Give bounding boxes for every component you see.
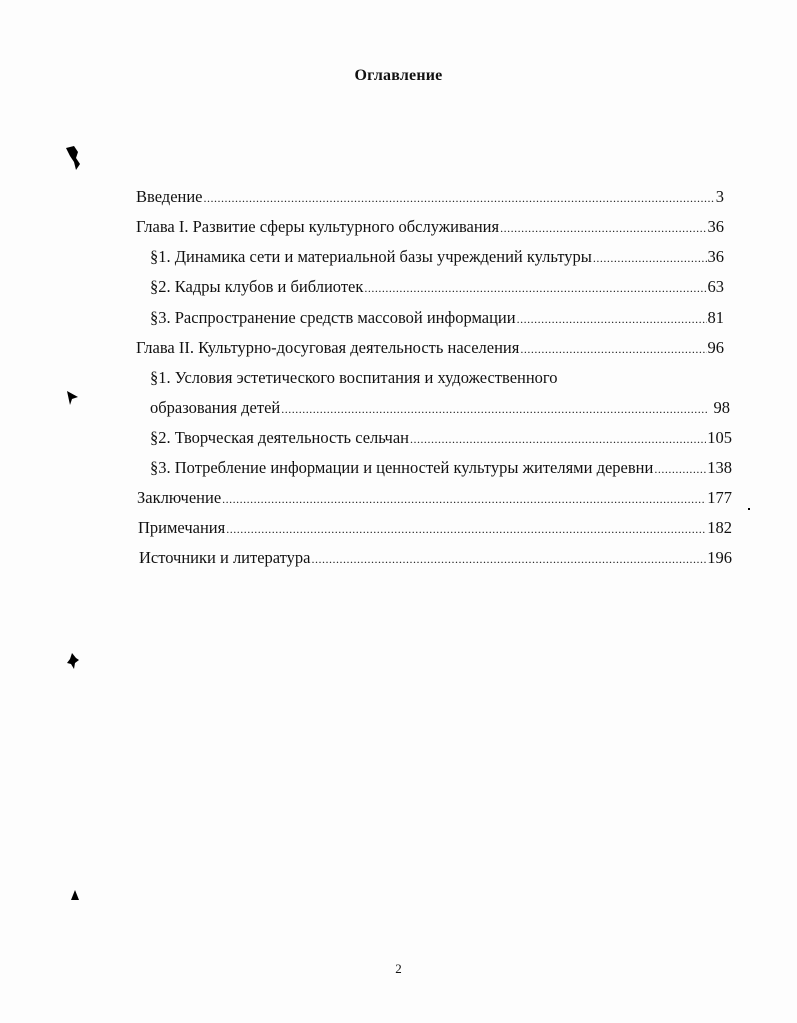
toc-entry-label: §1. Динамика сети и материальной базы учреждений культуры (150, 247, 592, 266)
toc-entry-page: 98 (709, 398, 730, 417)
leader-dots (222, 489, 706, 509)
toc-entry-label: Введение (136, 187, 203, 206)
toc-entry-label: Источники и литература (139, 548, 311, 567)
toc-entry (137, 488, 732, 509)
scan-artifact-icon (64, 144, 84, 172)
leader-dots (654, 459, 706, 479)
toc-entry-page: 3 (715, 187, 724, 206)
toc-entry (150, 247, 724, 268)
toc-entry-label: §2. Творческая деятельность сельчан (150, 428, 410, 447)
toc-entry (150, 308, 724, 329)
scan-artifact-icon (66, 390, 80, 406)
toc-entry-page: 36 (707, 217, 724, 236)
page-number: 2 (395, 961, 402, 976)
leader-dots (364, 278, 706, 298)
leader-dots (593, 248, 707, 268)
toc-entry-label: Заключение (137, 488, 222, 507)
leader-dots (520, 339, 706, 359)
toc-entry-label: образования детей (150, 398, 281, 417)
toc-entry-label: §3. Распространение средств массовой информации (150, 308, 516, 327)
leader-dots (500, 218, 706, 238)
toc-entry-page: 138 (707, 458, 732, 477)
scan-artifact-icon (68, 888, 82, 902)
toc-entry (138, 518, 732, 539)
toc-entry-label: §3. Потребление информации и ценностей культуры жителями деревни (150, 458, 654, 477)
toc-entry (136, 338, 724, 359)
toc-entry-label: §1. Условия эстетического воспитания и художественного (150, 368, 558, 387)
leader-dots (281, 399, 708, 419)
toc-entry-label: §2. Кадры клубов и библиотек (150, 277, 364, 296)
toc-entry-label: Примечания (138, 518, 226, 537)
toc-entry (136, 217, 724, 238)
scan-speck (748, 508, 750, 510)
toc-entry (150, 428, 732, 449)
leader-dots (204, 188, 715, 208)
leader-dots (312, 549, 707, 569)
toc-entry-label: Глава I. Развитие сферы культурного обслуживания (136, 217, 500, 236)
toc-entry-page: 105 (707, 428, 732, 447)
toc-entry-page: 36 (707, 247, 724, 266)
toc-entry-page: 96 (707, 338, 724, 357)
toc-entry (150, 458, 732, 479)
toc-entry (139, 548, 732, 569)
toc-entry-page: 63 (707, 277, 724, 296)
toc-entry (136, 187, 724, 208)
toc-entry-label: Глава II. Культурно-досуговая деятельность населения (136, 338, 520, 357)
leader-dots (517, 309, 707, 329)
toc-entry-page: 81 (707, 308, 724, 327)
page-title: Оглавление (354, 67, 443, 84)
toc-entry-page: 182 (707, 518, 732, 537)
toc-entry-page: 177 (707, 488, 732, 507)
toc-entry-page: 196 (707, 548, 732, 567)
scan-artifact-icon (66, 652, 80, 670)
toc-entry (150, 277, 724, 298)
toc-entry (150, 398, 730, 419)
leader-dots (226, 519, 706, 539)
leader-dots (410, 429, 706, 449)
